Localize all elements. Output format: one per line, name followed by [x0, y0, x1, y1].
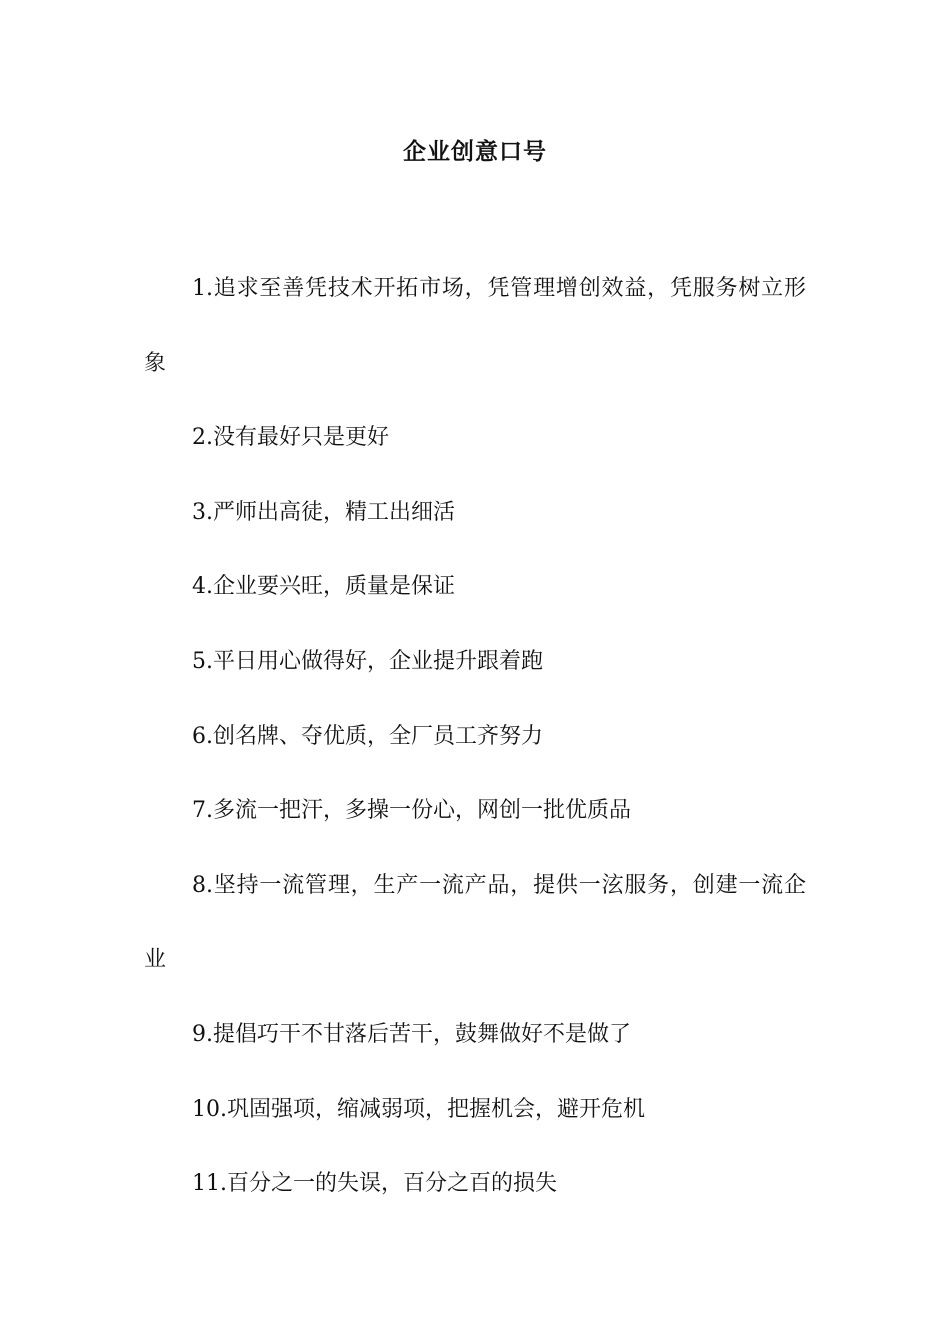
- slogan-item-1: 1.追求至善凭技术开拓市场，凭管理增创效益，凭服务树立形象: [144, 276, 806, 376]
- slogan-item-4: 4.企业要兴旺，质量是保证: [192, 574, 455, 600]
- document-title: 企业创意口号: [403, 139, 547, 165]
- slogan-item-6: 6.创名牌、夺优质，全厂员工齐努力: [192, 723, 543, 749]
- slogan-list: [144, 252, 806, 1222]
- slogan-item-8: 8.坚持一流管理，生产一流产品，提供一泫服务，创建一流企业: [144, 872, 806, 973]
- slogan-item-7: 7.多流一把汗，多操一份心，网创一批优质品: [192, 798, 631, 824]
- slogan-item-2: 2.没有最好只是更好: [192, 425, 389, 451]
- slogan-item-3: 3.严师出高徒，精工出细活: [192, 499, 455, 525]
- slogan-item-10: 10.巩固强项，缩减弱项，把握机会，避开危机: [192, 1096, 645, 1122]
- slogan-item-5: 5.平日用心做得好，企业提升跟着跑: [192, 648, 543, 674]
- slogan-item-9: 9.提倡巧干不甘落后苦干，鼓舞做好不是做了: [192, 1021, 631, 1047]
- slogan-item-11: 11.百分之一的失误，百分之百的损失: [192, 1171, 557, 1197]
